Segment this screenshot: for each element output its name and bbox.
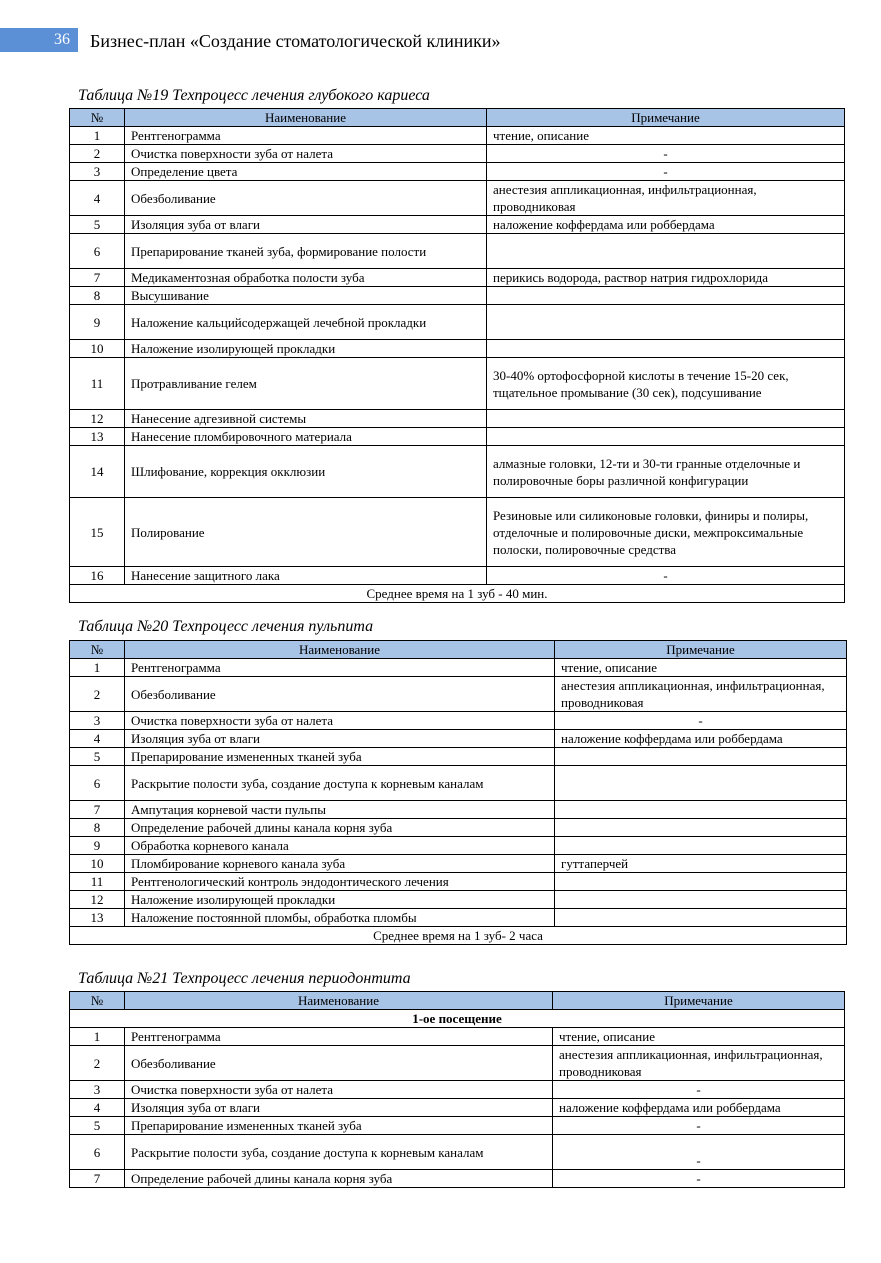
page-header: [0, 28, 881, 52]
table-row: [70, 446, 845, 498]
row-note: [487, 287, 845, 305]
col-note: Примечание: [553, 992, 845, 1010]
row-number: 11: [70, 358, 125, 410]
row-note: [555, 837, 847, 855]
row-note: -: [487, 163, 845, 181]
row-note: перикись водорода, раствор натрия гидрохлорида: [487, 269, 845, 287]
row-name: Обезболивание: [125, 181, 487, 216]
table-row: [70, 269, 845, 287]
row-number: 12: [70, 410, 125, 428]
row-number: 6: [70, 1135, 125, 1170]
table-row: [70, 873, 847, 891]
row-note: [555, 819, 847, 837]
row-name: Наложение изолирующей прокладки: [125, 891, 555, 909]
row-number: 5: [70, 748, 125, 766]
row-name: Изоляция зуба от влаги: [125, 730, 555, 748]
col-note: Примечание: [555, 641, 847, 659]
row-note: анестезия аппликационная, инфильтрационная, проводниковая: [555, 677, 847, 712]
row-note: [555, 801, 847, 819]
row-name: Очистка поверхности зуба от налета: [125, 1081, 553, 1099]
table-row: [70, 712, 847, 730]
row-number: 11: [70, 873, 125, 891]
table-row: [70, 819, 847, 837]
table-row: [70, 1135, 845, 1170]
row-number: 5: [70, 1117, 125, 1135]
row-name: Протравливание гелем: [125, 358, 487, 410]
row-note: [487, 234, 845, 269]
table-21-caption: Таблица №21 Техпроцесс лечения периодонтита: [78, 970, 411, 987]
row-name: Очистка поверхности зуба от налета: [125, 712, 555, 730]
row-number: 12: [70, 891, 125, 909]
row-note: наложение коффердама или роббердама: [487, 216, 845, 234]
row-note: наложение коффердама или роббердама: [555, 730, 847, 748]
row-note: -: [555, 712, 847, 730]
row-name: Шлифование, коррекция окклюзии: [125, 446, 487, 498]
row-note: [555, 891, 847, 909]
row-note: гуттаперчей: [555, 855, 847, 873]
row-number: 3: [70, 712, 125, 730]
row-note: [555, 909, 847, 927]
row-name: Наложение постоянной пломбы, обработка пломбы: [125, 909, 555, 927]
row-note: [487, 410, 845, 428]
row-name: Наложение изолирующей прокладки: [125, 340, 487, 358]
row-number: 1: [70, 127, 125, 145]
row-name: Нанесение адгезивной системы: [125, 410, 487, 428]
row-number: 10: [70, 855, 125, 873]
row-name: Препарирование измененных тканей зуба: [125, 748, 555, 766]
average-time: Среднее время на 1 зуб - 40 мин.: [70, 585, 845, 603]
row-name: Медикаментозная обработка полости зуба: [125, 269, 487, 287]
table-row: [70, 305, 845, 340]
visit-section-label: 1-ое посещение: [70, 1010, 845, 1028]
row-note: анестезия аппликационная, инфильтрационная, проводниковая: [553, 1046, 845, 1081]
row-number: 8: [70, 819, 125, 837]
row-name: Раскрытие полости зуба, создание доступа к корневым каналам: [125, 766, 555, 801]
table-row: [70, 181, 845, 216]
row-name: Изоляция зуба от влаги: [125, 216, 487, 234]
table-row: [70, 891, 847, 909]
row-note: Резиновые или силиконовые головки, финиры и полиры, отделочные и полировочные диски, межпроксимальные полоски, полировочные средства: [487, 498, 845, 567]
table-footer-row: [70, 585, 845, 603]
row-number: 4: [70, 181, 125, 216]
row-name: Рентгенологический контроль эндодонтического лечения: [125, 873, 555, 891]
table-row: [70, 748, 847, 766]
table-19: [69, 108, 845, 603]
table-20-caption: Таблица №20 Техпроцесс лечения пульпита: [78, 618, 374, 635]
row-note: -: [553, 1117, 845, 1135]
table-row: [70, 677, 847, 712]
row-name: Высушивание: [125, 287, 487, 305]
row-note: -: [553, 1135, 845, 1170]
row-note: алмазные головки, 12-ти и 30-ти гранные отделочные и полировочные боры различной конфигурации: [487, 446, 845, 498]
row-name: Нанесение пломбировочного материала: [125, 428, 487, 446]
table-row: [70, 659, 847, 677]
row-note: [555, 748, 847, 766]
row-name: Обезболивание: [125, 677, 555, 712]
row-note: -: [487, 567, 845, 585]
row-name: Раскрытие полости зуба, создание доступа к корневым каналам: [125, 1135, 553, 1170]
row-note: [487, 305, 845, 340]
row-name: Определение цвета: [125, 163, 487, 181]
row-note: -: [487, 145, 845, 163]
average-time: Среднее время на 1 зуб- 2 часа: [70, 927, 847, 945]
table-row: [70, 837, 847, 855]
table-row: [70, 234, 845, 269]
col-note: Примечание: [487, 109, 845, 127]
row-name: Рентгенограмма: [125, 659, 555, 677]
row-number: 1: [70, 659, 125, 677]
table-row: [70, 909, 847, 927]
table-row: [70, 730, 847, 748]
row-number: 9: [70, 305, 125, 340]
table-row: [70, 766, 847, 801]
page-number: 36: [0, 28, 78, 52]
row-name: Пломбирование корневого канала зуба: [125, 855, 555, 873]
table-row: [70, 1117, 845, 1135]
row-number: 4: [70, 1099, 125, 1117]
table-row: [70, 855, 847, 873]
row-note: -: [553, 1081, 845, 1099]
col-number: №: [70, 109, 125, 127]
table-row: [70, 801, 847, 819]
row-name: Рентгенограмма: [125, 127, 487, 145]
table-row: [70, 498, 845, 567]
col-name: Наименование: [125, 641, 555, 659]
row-note: [487, 428, 845, 446]
row-number: 13: [70, 428, 125, 446]
row-number: 10: [70, 340, 125, 358]
table-row: [70, 163, 845, 181]
row-name: Определение рабочей длины канала корня зуба: [125, 819, 555, 837]
row-number: 16: [70, 567, 125, 585]
row-note: [487, 340, 845, 358]
row-number: 6: [70, 234, 125, 269]
col-number: №: [70, 641, 125, 659]
row-number: 7: [70, 801, 125, 819]
table-row: [70, 287, 845, 305]
row-number: 14: [70, 446, 125, 498]
row-name: Полирование: [125, 498, 487, 567]
row-name: Обработка корневого канала: [125, 837, 555, 855]
row-note: чтение, описание: [555, 659, 847, 677]
table-footer-row: [70, 927, 847, 945]
row-name: Препарирование тканей зуба, формирование полости: [125, 234, 487, 269]
table-row: [70, 1046, 845, 1081]
row-note: [555, 766, 847, 801]
table-20: [69, 640, 847, 945]
table-row: [70, 1170, 845, 1188]
table-row: [70, 1081, 845, 1099]
row-number: 2: [70, 1046, 125, 1081]
row-note: анестезия аппликационная, инфильтрационная, проводниковая: [487, 181, 845, 216]
row-number: 9: [70, 837, 125, 855]
table-21: [69, 991, 845, 1188]
row-number: 5: [70, 216, 125, 234]
row-note: 30-40% ортофосфорной кислоты в течение 15-20 сек, тщательное промывание (30 сек), подсушивание: [487, 358, 845, 410]
row-name: Обезболивание: [125, 1046, 553, 1081]
table-row: [70, 567, 845, 585]
row-note: чтение, описание: [553, 1028, 845, 1046]
row-number: 4: [70, 730, 125, 748]
row-note: [555, 873, 847, 891]
table-row: [70, 216, 845, 234]
table-row: [70, 145, 845, 163]
row-name: Ампутация корневой части пульпы: [125, 801, 555, 819]
row-number: 15: [70, 498, 125, 567]
row-number: 13: [70, 909, 125, 927]
table-row: [70, 428, 845, 446]
row-number: 7: [70, 1170, 125, 1188]
table-19-caption: Таблица №19 Техпроцесс лечения глубокого кариеса: [78, 87, 430, 104]
row-number: 3: [70, 163, 125, 181]
row-number: 2: [70, 677, 125, 712]
col-number: №: [70, 992, 125, 1010]
row-name: Определение рабочей длины канала корня зуба: [125, 1170, 553, 1188]
document-title: Бизнес-план «Создание стоматологической клиники»: [90, 31, 501, 51]
row-name: Препарирование измененных тканей зуба: [125, 1117, 553, 1135]
row-number: 7: [70, 269, 125, 287]
row-note: наложение коффердама или роббердама: [553, 1099, 845, 1117]
row-note: чтение, описание: [487, 127, 845, 145]
row-name: Очистка поверхности зуба от налета: [125, 145, 487, 163]
row-name: Изоляция зуба от влаги: [125, 1099, 553, 1117]
table-row: [70, 410, 845, 428]
row-number: 3: [70, 1081, 125, 1099]
col-name: Наименование: [125, 992, 553, 1010]
row-name: Нанесение защитного лака: [125, 567, 487, 585]
table-row: [70, 1028, 845, 1046]
section-row: [70, 1010, 845, 1028]
col-name: Наименование: [125, 109, 487, 127]
row-name: Наложение кальцийсодержащей лечебной прокладки: [125, 305, 487, 340]
table-row: [70, 340, 845, 358]
row-number: 1: [70, 1028, 125, 1046]
row-number: 8: [70, 287, 125, 305]
table-row: [70, 358, 845, 410]
table-row: [70, 1099, 845, 1117]
row-number: 2: [70, 145, 125, 163]
row-name: Рентгенограмма: [125, 1028, 553, 1046]
row-note: -: [553, 1170, 845, 1188]
row-number: 6: [70, 766, 125, 801]
table-row: [70, 127, 845, 145]
